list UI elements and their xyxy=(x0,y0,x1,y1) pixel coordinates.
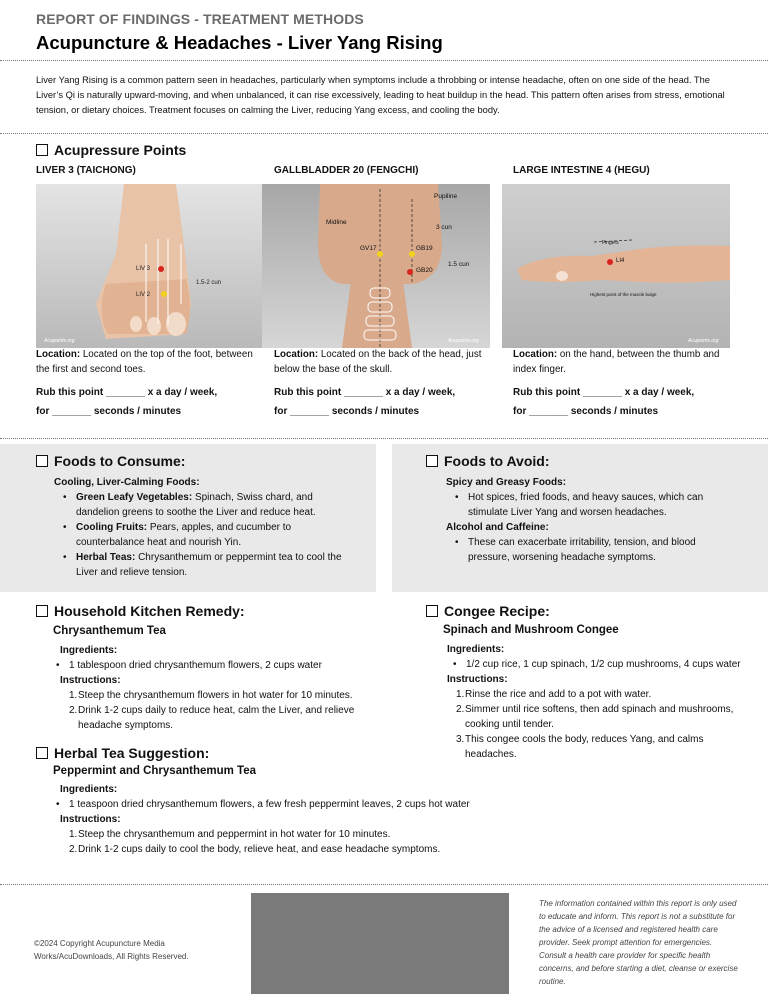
list-item: • 1/2 cup rice, 1 cup spinach, 1/2 cup mushrooms, 4 cups water xyxy=(444,657,742,672)
head-illustration xyxy=(262,184,490,348)
instruction-text: This congee cools the body, reduces Yang, and calms headaches. xyxy=(465,734,704,760)
list-item: 1. Rinse the rice and add to a pot with water. xyxy=(456,689,652,700)
acupressure-checkbox[interactable] xyxy=(36,144,48,156)
fingers-label: Fingers xyxy=(602,240,619,246)
instructions-label: Instructions: xyxy=(60,814,121,825)
instruction-text: Simmer until rice softens, then add spinach and mushrooms, cooking until tender. xyxy=(465,704,734,730)
li4-location xyxy=(513,347,745,377)
avoid-group-title: Alcohol and Caffeine: xyxy=(446,522,549,533)
location-label: Location: xyxy=(36,349,81,360)
gb20-location xyxy=(274,347,506,377)
list-item: • 1 teaspoon dried chrysanthemum flowers, a few fresh peppermint leaves, 2 cups hot water xyxy=(47,797,700,812)
page-title: Acupuncture & Headaches - Liver Yang Rising xyxy=(36,32,443,53)
liv3-point-marker xyxy=(158,266,164,272)
foods-consume-heading-text: Foods to Consume: xyxy=(54,453,186,469)
image-watermark: Acupoints.org xyxy=(688,338,719,344)
herbal-tea-body xyxy=(60,782,700,857)
herbal-tea-heading xyxy=(36,745,209,761)
cun-label: 1.5-2 cun xyxy=(196,280,222,286)
herbal-tea-checkbox[interactable] xyxy=(36,747,48,759)
gb20-for-line: for _______ seconds / minutes xyxy=(274,406,420,417)
copyright-notice: ©2024 Copyright Acupuncture Media Works/AcuDownloads, All Rights Reserved. xyxy=(34,939,189,961)
gb20-rub-line: Rub this point _______ x a day / week, xyxy=(274,387,456,398)
list-item: 3. This congee cools the body, reduces Yang, and calms headaches. xyxy=(456,734,704,760)
bulge-label-text: Highest point of the muscle bulge xyxy=(590,292,657,297)
logo-placeholder xyxy=(251,893,509,994)
list-item: • Hot spices, fried foods, and heavy sauces, which can stimulate Liver Yang and worsen headaches. xyxy=(446,490,736,520)
instructions-label: Instructions: xyxy=(60,675,121,686)
liv2-point-marker xyxy=(161,291,167,297)
list-item: 2. Drink 1-2 cups daily to reduce heat, calm the Liver, and relieve headache symptoms. xyxy=(69,705,355,731)
foods-consume-checkbox[interactable] xyxy=(36,455,48,467)
liv3-label: LIV 3 xyxy=(136,266,151,272)
congee-checkbox[interactable] xyxy=(426,605,438,617)
li4-hand-image xyxy=(502,184,730,348)
foods-consume-group-title: Cooling, Liver-Calming Foods: xyxy=(54,477,200,488)
point-label-gb20: GALLBLADDER 20 (FENGCHI) xyxy=(274,165,419,176)
image-watermark: Acupoints.org xyxy=(448,338,479,344)
avoid-group-title: Spicy and Greasy Foods: xyxy=(446,477,567,488)
disclaimer: The information contained within this report is only used to educate and inform. This report is not a substitute for the advice of a licensed and registered health care provider. Seek prompt attention for emergencies. Consult a health care provider for specific health concerns, and before starting a diet, cleanse or exercise routine. xyxy=(539,899,738,986)
gb20-marker xyxy=(407,269,413,275)
foods-avoid-heading-text: Foods to Avoid: xyxy=(444,453,550,469)
bulge-label xyxy=(590,292,657,297)
liver3-rub-line: Rub this point _______ x a day / week, xyxy=(36,387,218,398)
ingredients-label: Ingredients: xyxy=(60,784,118,795)
divider xyxy=(0,438,768,439)
kitchen-remedy-heading-text: Household Kitchen Remedy: xyxy=(54,603,245,619)
item-text: Pears, apples, and cucumber to counterbalance heat and nourish Yin. xyxy=(76,522,292,548)
li4-rub-line: Rub this point _______ x a day / week, xyxy=(513,387,695,398)
liv2-label: LIV 2 xyxy=(136,292,151,298)
location-label: Location: xyxy=(274,349,319,360)
point-label-liver3: LIVER 3 (TAICHONG) xyxy=(36,165,136,176)
foods-avoid-list xyxy=(446,475,736,565)
intro-paragraph: Liver Yang Rising is a common pattern seen in headaches, particularly when symptoms include a throbbing or intense headache, often on one side of the head. The Liver’s Qi is naturally upward-moving, and when unbalanced, it can rise excessively, leading to heat buildup in the head. This pattern often arises from stress, emotional tension, or dietary choices. Treatment focuses on calming the Liver, reducing Yang excess, and cooling the body. xyxy=(36,75,725,115)
location-text: Located on the top of the foot, between the first and second toes. xyxy=(36,349,253,375)
li4-for-line: for _______ seconds / minutes xyxy=(513,406,659,417)
gb20-label: GB20 xyxy=(416,267,433,274)
divider xyxy=(0,884,768,885)
kitchen-remedy-body xyxy=(60,643,380,733)
three-cun-label: 3 cun xyxy=(436,224,452,231)
foods-avoid-checkbox[interactable] xyxy=(426,455,438,467)
divider xyxy=(0,60,768,61)
foods-consume-heading xyxy=(36,453,185,469)
list-item: • 1 tablespoon dried chrysanthemum flowers, 2 cups water xyxy=(47,658,380,673)
item-bold: Cooling Fruits: xyxy=(76,522,148,533)
congee-heading xyxy=(426,603,550,619)
li4-point-marker xyxy=(607,259,613,265)
list-item xyxy=(54,490,354,520)
point-label-li4: LARGE INTESTINE 4 (HEGU) xyxy=(513,165,650,176)
list-item xyxy=(54,520,354,550)
liver3-for-line: for _______ seconds / minutes xyxy=(36,406,182,417)
ingredients-label: Ingredients: xyxy=(447,644,505,655)
kitchen-remedy-heading xyxy=(36,603,245,619)
gv17-label: GV17 xyxy=(360,245,377,252)
herbal-tea-heading-text: Herbal Tea Suggestion: xyxy=(54,745,210,761)
gb19-marker xyxy=(409,251,415,257)
item-text: Spinach, Swiss chard, and dandelion greens to soothe the Liver and reduce heat. xyxy=(76,492,316,518)
list-item: 1. Steep the chrysanthemum flowers in hot water for 10 minutes. xyxy=(69,690,353,701)
instruction-text: Steep the chrysanthemum flowers in hot water for 10 minutes. xyxy=(78,690,353,701)
instruction-text: Steep the chrysanthemum and peppermint in hot water for 10 minutes. xyxy=(78,829,391,840)
instruction-text: Rinse the rice and add to a pot with water. xyxy=(465,689,652,700)
gv17-marker xyxy=(377,251,383,257)
image-watermark: Acupoints.org xyxy=(44,338,75,344)
list-item xyxy=(54,550,354,580)
acupressure-heading-text: Acupressure Points xyxy=(54,142,187,158)
divider xyxy=(0,133,768,134)
gb19-label: GB19 xyxy=(416,245,433,252)
gb20-head-image xyxy=(262,184,490,348)
li4-label: LI4 xyxy=(616,258,625,264)
list-item: 1. Steep the chrysanthemum and peppermint in hot water for 10 minutes. xyxy=(69,829,391,840)
one-half-cun-label: 1.5 cun xyxy=(448,261,470,268)
foot-illustration xyxy=(36,184,264,348)
instruction-text: Drink 1-2 cups daily to reduce heat, calm the Liver, and relieve headache symptoms. xyxy=(78,705,355,731)
list-item: 2. Drink 1-2 cups daily to cool the body, relieve heat, and ease headache symptoms. xyxy=(69,844,441,855)
list-item: 2. Simmer until rice softens, then add spinach and mushrooms, cooking until tender. xyxy=(456,704,734,730)
location-label: Location: xyxy=(513,349,558,360)
location-text: on the hand, between the thumb and index finger. xyxy=(513,349,720,375)
foods-consume-list xyxy=(54,475,354,580)
report-supertitle: REPORT OF FINDINGS - TREATMENT METHODS xyxy=(36,11,364,27)
midline-label: Midline xyxy=(326,219,347,226)
herbal-tea-name: Peppermint and Chrysanthemum Tea xyxy=(53,765,256,777)
item-bold: Herbal Teas: xyxy=(76,552,136,563)
foods-avoid-heading xyxy=(426,453,550,469)
hand-illustration xyxy=(502,184,730,348)
liver3-foot-image xyxy=(36,184,264,348)
location-text: Located on the back of the head, just below the base of the skull. xyxy=(274,349,482,375)
item-bold: Green Leafy Vegetables: xyxy=(76,492,193,503)
item-text: Chrysanthemum or peppermint tea to cool the Liver and relieve tension. xyxy=(76,552,342,578)
pupiline-label: Pupiline xyxy=(434,193,458,200)
ingredients-label: Ingredients: xyxy=(60,645,118,656)
instructions-label: Instructions: xyxy=(447,674,508,685)
acupressure-heading xyxy=(36,142,186,158)
liver3-location xyxy=(36,347,268,377)
kitchen-remedy-checkbox[interactable] xyxy=(36,605,48,617)
instruction-text: Drink 1-2 cups daily to cool the body, relieve heat, and ease headache symptoms. xyxy=(78,844,441,855)
congee-body xyxy=(447,642,742,762)
list-item: • These can exacerbate irritability, tension, and blood pressure, worsening headache symptoms. xyxy=(446,535,736,565)
congee-name: Spinach and Mushroom Congee xyxy=(443,624,619,636)
congee-heading-text: Congee Recipe: xyxy=(444,603,550,619)
kitchen-remedy-name: Chrysanthemum Tea xyxy=(53,625,166,637)
